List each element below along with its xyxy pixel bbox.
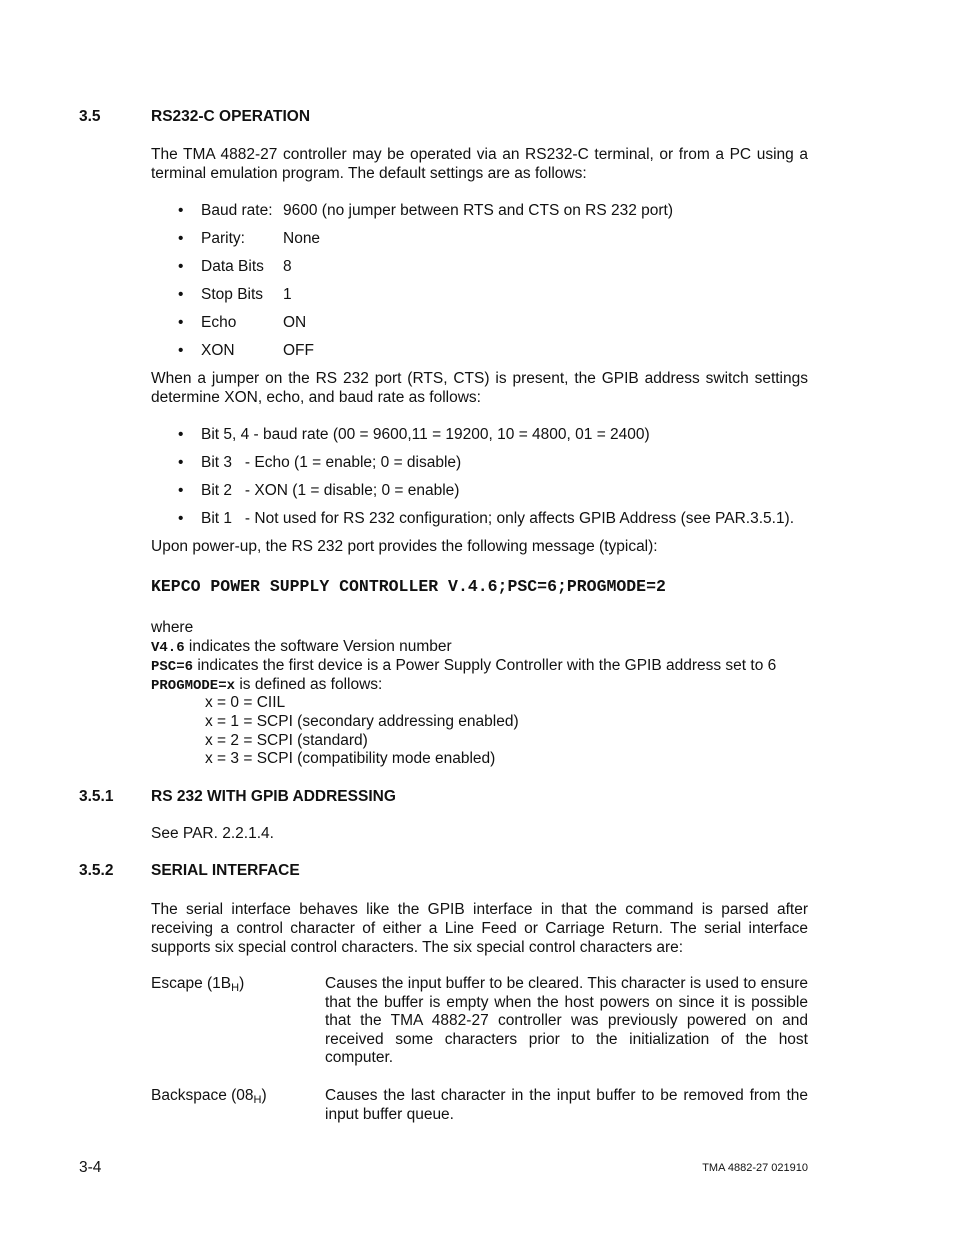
control-char-name: Escape $(1B_H)$	[151, 975, 245, 994]
code-term: PROGMODE=x	[151, 678, 236, 694]
section-title: RS 232 WITH GPIB ADDRESSING	[151, 788, 396, 805]
setting-value: None	[283, 230, 321, 247]
bit-item: Bit 3 - Echo (1 = enable; 0 = disable)	[201, 454, 462, 471]
setting-value: 9600 (no jumper between RTS and CTS on RS 232 port)	[283, 202, 674, 219]
where-label: where	[151, 619, 194, 636]
section-number: 3.5	[79, 108, 101, 125]
code-term: PSC=6	[151, 659, 194, 675]
definition-line	[151, 676, 382, 694]
bullet-icon: •	[178, 426, 184, 443]
bit-item: Bit 2 - XON (1 = disable; 0 = enable)	[201, 482, 460, 499]
powerup-text: Upon power-up, the RS 232 port provides the following message (typical):	[151, 538, 658, 555]
definition-text: is defined as follows:	[235, 676, 383, 693]
setting-label: Data Bits	[201, 258, 264, 275]
control-char-description: Causes the input buffer to be cleared. This character is used to ensure that the buffer is empty when the host powers on since it is possible that the TMA 4882-27 controller was previously powered on and received some characters prior to the initialization of the host computer.	[325, 975, 808, 1066]
control-char-name: Backspace $(08_H)$	[151, 1087, 267, 1106]
bullet-icon: •	[178, 314, 184, 331]
bullet-icon: •	[178, 286, 184, 303]
setting-value: ON	[283, 314, 307, 331]
control-char-description: Causes the last character in the input buffer to be removed from the input buffer queue.	[325, 1087, 808, 1123]
setting-label: XON	[201, 342, 235, 359]
section-title: RS232-C OPERATION	[151, 108, 311, 125]
bullet-icon: •	[178, 454, 184, 471]
mode-item: x = 0 = CIIL	[205, 694, 286, 711]
definition-line	[151, 657, 776, 675]
bit-item: Bit 5, 4 - baud rate (00 = 9600,11 = 19200, 10 = 4800, 01 = 2400)	[201, 426, 650, 443]
page-number: 3-4	[79, 1159, 102, 1176]
setting-label: Echo	[201, 314, 237, 331]
setting-value: 1	[283, 286, 292, 303]
mode-item: x = 1 = SCPI (secondary addressing enabled)	[205, 713, 519, 730]
definition-text: indicates the first device is a Power Supply Controller with the GPIB address set to 6	[193, 657, 777, 674]
mode-item: x = 3 = SCPI (compatibility mode enabled)	[205, 750, 496, 767]
section-number: 3.5.1	[79, 788, 114, 805]
bullet-icon: •	[178, 230, 184, 247]
setting-label: Stop Bits	[201, 286, 264, 303]
intro-paragraph: The TMA 4882-27 controller may be operated via an RS232-C terminal, or from a PC using a terminal emulation program. The default settings are as follows:	[151, 146, 808, 182]
section-number: 3.5.2	[79, 862, 114, 879]
see-reference: See PAR. 2.2.1.4.	[151, 825, 274, 842]
bullet-icon: •	[178, 510, 184, 527]
document-id: TMA 4882-27 021910	[702, 1162, 808, 1174]
serial-paragraph: The serial interface behaves like the GPIB interface in that the command is parsed after receiving a control character of either a Line Feed or Carriage Return. The serial interface supports six special control characters. The six special control characters are:	[151, 901, 808, 956]
bullet-icon: •	[178, 202, 184, 219]
mode-item: x = 2 = SCPI (standard)	[205, 732, 368, 749]
setting-value: OFF	[283, 342, 314, 359]
startup-message: KEPCO POWER SUPPLY CONTROLLER V.4.6;PSC=6;PROGMODE=2	[151, 577, 666, 596]
jumper-paragraph: When a jumper on the RS 232 port (RTS, CTS) is present, the GPIB address switch settings determine XON, echo, and baud rate as follows:	[151, 370, 808, 406]
bullet-icon: •	[178, 342, 184, 359]
definition-text: indicates the software Version number	[184, 638, 452, 655]
code-term: V4.6	[151, 640, 185, 656]
setting-label: Baud rate:	[201, 202, 273, 219]
section-title: SERIAL INTERFACE	[151, 862, 300, 879]
setting-label: Parity:	[201, 230, 245, 247]
definition-line	[151, 638, 452, 656]
bullet-icon: •	[178, 482, 184, 499]
setting-value: 8	[283, 258, 292, 275]
bullet-icon: •	[178, 258, 184, 275]
bit-item: Bit 1 - Not used for RS 232 configuration; only affects GPIB Address (see PAR.3.5.1).	[201, 510, 795, 527]
